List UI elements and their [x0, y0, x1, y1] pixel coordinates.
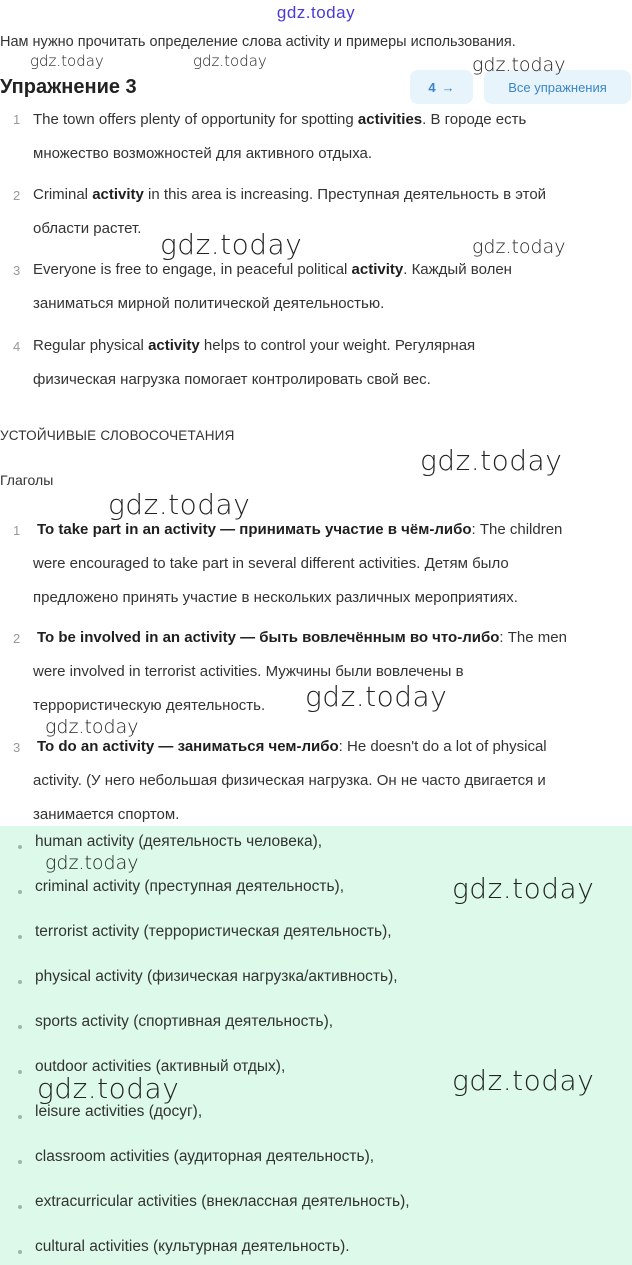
watermark: gdz.today — [472, 236, 566, 258]
next-exercise-button[interactable] — [410, 70, 473, 104]
bullet — [18, 845, 22, 849]
collocation-text-cont: предложено принять участие в нескольких различных мероприятиях. — [33, 589, 518, 606]
exercise-title: Упражнение 3 — [0, 76, 137, 98]
collocation-text-cont: террористическую деятельность. — [33, 697, 266, 714]
list-item: leisure activities (досуг), — [35, 1103, 203, 1120]
collocation-text-cont: занимается спортом. — [33, 806, 180, 823]
collocation-text: To do an activity — заниматься чем-либо: He doesn't do a lot of physical — [37, 738, 547, 755]
list-item: sports activity (спортивная деятельность), — [35, 1013, 334, 1030]
example-text: Criminal activity in this area is increasing. Преступная деятельность в этой — [33, 186, 547, 203]
collocation-number: 3 — [13, 740, 21, 755]
example-text: The town offers plenty of opportunity for spotting activities. В городе есть — [33, 111, 527, 128]
watermark: gdz.today — [45, 716, 139, 738]
watermark: gdz.today — [45, 852, 139, 874]
list-item: extracurricular activities (внеклассная деятельность), — [35, 1193, 410, 1210]
watermark: gdz.today — [108, 488, 251, 521]
collocation-text: To take part in an activity — принимать участие в чём-либо: The children — [37, 521, 563, 538]
bullet — [18, 935, 22, 939]
list-item: terrorist activity (террористическая деятельность), — [35, 923, 392, 940]
arrow-right-icon: → — [441, 79, 455, 95]
next-exercise-number: 4 — [428, 79, 436, 95]
example-text: Everyone is free to engage, in peaceful political activity. Каждый волен — [33, 261, 512, 278]
bullet — [18, 1115, 22, 1119]
example-number: 4 — [13, 339, 21, 354]
list-item: criminal activity (преступная деятельность), — [35, 878, 345, 895]
list-item: physical activity (физическая нагрузка/активность), — [35, 968, 398, 985]
bullet — [18, 890, 22, 894]
list-item: outdoor activities (активный отдых), — [35, 1058, 286, 1075]
example-number: 3 — [13, 263, 21, 278]
list-item: classroom activities (аудиторная деятельность), — [35, 1148, 375, 1165]
example-number: 1 — [13, 112, 21, 127]
all-exercises-button[interactable]: Все упражнения — [484, 70, 631, 104]
bullet — [18, 1025, 22, 1029]
collocation-number: 2 — [13, 631, 21, 646]
list-item: human activity (деятельность человека), — [35, 833, 323, 850]
intro-text: Нам нужно прочитать определение слова activity и примеры использования. — [0, 34, 516, 50]
collocations-heading: УСТОЙЧИВЫЕ СЛОВОСОЧЕТАНИЯ — [0, 428, 235, 443]
verbs-heading: Глаголы — [0, 472, 54, 488]
collocation-text-cont: activity. (У него небольшая физическая нагрузка. Он не часто двигается и — [33, 772, 546, 789]
watermark: gdz.today — [30, 52, 104, 70]
example-text-cont: множество возможностей для активного отдыха. — [33, 145, 373, 162]
example-1 — [0, 110, 632, 132]
bullet — [18, 1160, 22, 1164]
bullet — [18, 1070, 22, 1074]
watermark: gdz.today — [420, 444, 563, 477]
collocation-text-cont: were involved in terrorist activities. Мужчины были вовлечены в — [33, 663, 464, 680]
watermark: gdz.today — [452, 1064, 595, 1097]
watermark: gdz.today — [472, 54, 566, 76]
bullet — [18, 1205, 22, 1209]
collocation-number: 1 — [13, 523, 21, 538]
watermark: gdz.today — [452, 872, 595, 905]
collocation-text-cont: were encouraged to take part in several different activities. Детям было — [33, 555, 509, 572]
bullet — [18, 1250, 22, 1254]
example-text: Regular physical activity helps to control your weight. Регулярная — [33, 337, 476, 354]
watermark: gdz.today — [160, 228, 303, 261]
bullet — [18, 980, 22, 984]
watermark: gdz.today — [193, 52, 267, 70]
site-logo[interactable]: gdz.today — [276, 3, 356, 22]
collocation-text: To be involved in an activity — быть вовлечённым во что-либо: The men — [37, 629, 567, 646]
example-number: 2 — [13, 188, 21, 203]
example-text-cont: физическая нагрузка помогает контролировать свой вес. — [33, 371, 431, 388]
watermark: gdz.today — [37, 1072, 180, 1105]
example-text-cont: области растет. — [33, 220, 142, 237]
list-item: cultural activities (культурная деятельность). — [35, 1238, 350, 1255]
example-text-cont: заниматься мирной политической деятельностью. — [33, 295, 385, 312]
watermark: gdz.today — [305, 680, 448, 713]
